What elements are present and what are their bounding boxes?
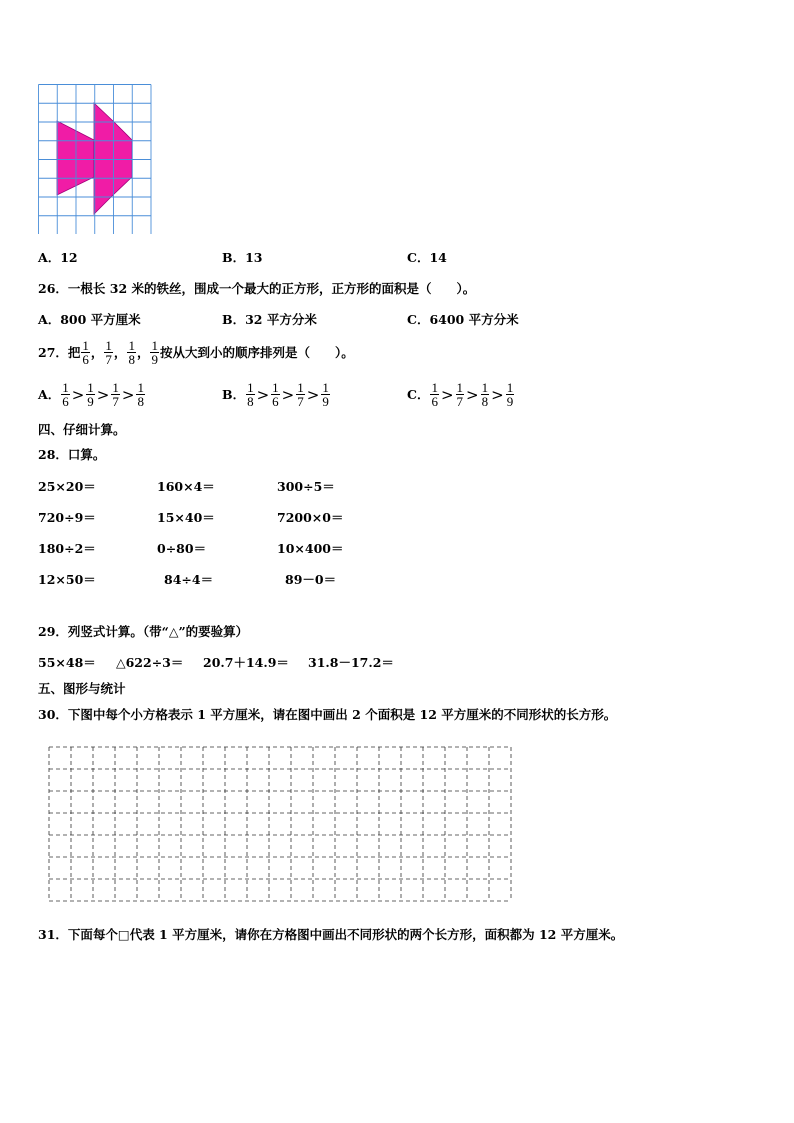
q28-item: 7200×0＝	[277, 510, 344, 525]
greater-than-sign: >	[440, 385, 454, 404]
option-letter: A．	[38, 386, 61, 402]
q28-item: 84÷4＝	[164, 572, 214, 587]
fraction: $\frac{1}{8}$	[137, 380, 144, 409]
fraction: $\frac{1}{8}$	[481, 380, 489, 409]
q25-grid-figure	[38, 84, 152, 234]
fraction: $\frac{1}{9}$	[506, 380, 514, 409]
q28-title: 28．口算。	[38, 447, 106, 462]
q29-item: △622÷3＝	[116, 655, 184, 670]
section-5-heading: 五、图形与统计	[38, 681, 126, 696]
q29-item: 55×48＝	[38, 655, 96, 670]
q29-item: 20.7＋14.9＝	[203, 655, 289, 670]
q27-option-c[interactable]	[407, 381, 515, 408]
fraction: $\frac{1}{9}$	[322, 380, 329, 409]
q31-stem: 31．下面每个□代表 1 平方厘米，请你在方格图中画出不同形状的两个长方形，面积都为 12 平方厘米。	[38, 927, 624, 942]
greater-than-sign: >	[121, 385, 135, 404]
q25-option-b[interactable]: B．13	[222, 250, 263, 265]
greater-than-sign: >	[491, 385, 504, 404]
fraction: $\frac{1}{7}$	[112, 380, 119, 409]
fraction-1-9: $\frac{1}{9}$	[151, 338, 158, 367]
q26-option-b[interactable]: B．32 平方分米	[222, 312, 317, 327]
fraction: $\frac{1}{6}$	[62, 380, 69, 409]
q28-item: 15×40＝	[157, 510, 215, 525]
greater-than-sign: >	[466, 385, 479, 404]
q26-stem: 26．一根长 32 米的铁丝，围成一个最大的正方形，正方形的面积是（ ）。	[38, 281, 476, 296]
q25-option-c[interactable]: C．14	[407, 250, 447, 265]
section-4-heading: 四、仔细计算。	[38, 422, 126, 437]
option-letter: B．	[222, 386, 246, 402]
option-letter: C．	[407, 386, 430, 402]
q27-option-b[interactable]	[222, 381, 331, 408]
q28-item: 0÷80＝	[157, 541, 207, 556]
fraction: $\frac{1}{8}$	[247, 380, 254, 409]
q28-item: 180÷2＝	[38, 541, 96, 556]
q29-title: 29．列竖式计算。（带“△”的要验算）	[38, 624, 249, 639]
q27-stem: 27．把 $\frac{1}{6}$ ， $\frac{1}{7}$ ， $\frac{1}{8}$ ， $\frac{1}{9}$ 按从大到小的顺序排列是（ ）。	[38, 338, 354, 367]
q28-item: 25×20＝	[38, 479, 96, 494]
fraction: $\frac{1}{7}$	[297, 380, 304, 409]
dashed-grid-lines	[49, 747, 511, 901]
q29-item: 31.8－17.2＝	[308, 655, 394, 670]
greater-than-sign: >	[306, 385, 320, 404]
fraction: $\frac{1}{6}$	[272, 380, 279, 409]
q25-option-a[interactable]: A．12	[38, 250, 78, 265]
greater-than-sign: >	[71, 385, 85, 404]
q28-item: 300÷5＝	[277, 479, 335, 494]
greater-than-sign: >	[96, 385, 110, 404]
fraction: $\frac{1}{7}$	[456, 380, 464, 409]
q28-item: 160×4＝	[157, 479, 215, 494]
fraction-1-8: $\frac{1}{8}$	[128, 338, 135, 367]
q28-item: 720÷9＝	[38, 510, 96, 525]
greater-than-sign: >	[281, 385, 295, 404]
q28-item: 89－0＝	[285, 572, 337, 587]
fraction-1-7: $\frac{1}{7}$	[105, 338, 112, 367]
greater-than-sign: >	[256, 385, 270, 404]
q26-option-c[interactable]: C．6400 平方分米	[407, 312, 519, 327]
fraction: $\frac{1}{6}$	[431, 380, 438, 409]
q30-stem: 30．下图中每个小方格表示 1 平方厘米，请在图中画出 2 个面积是 12 平方厘米的不同形状的长方形。	[38, 707, 617, 722]
q28-item: 10×400＝	[277, 541, 344, 556]
fraction: $\frac{1}{9}$	[87, 380, 94, 409]
q30-dashed-grid[interactable]	[48, 746, 516, 904]
q27-option-a[interactable]	[38, 381, 146, 408]
q26-option-a[interactable]: A．800 平方厘米	[38, 312, 141, 327]
fraction-1-6: $\frac{1}{6}$	[82, 338, 89, 367]
q28-item: 12×50＝	[38, 572, 96, 587]
